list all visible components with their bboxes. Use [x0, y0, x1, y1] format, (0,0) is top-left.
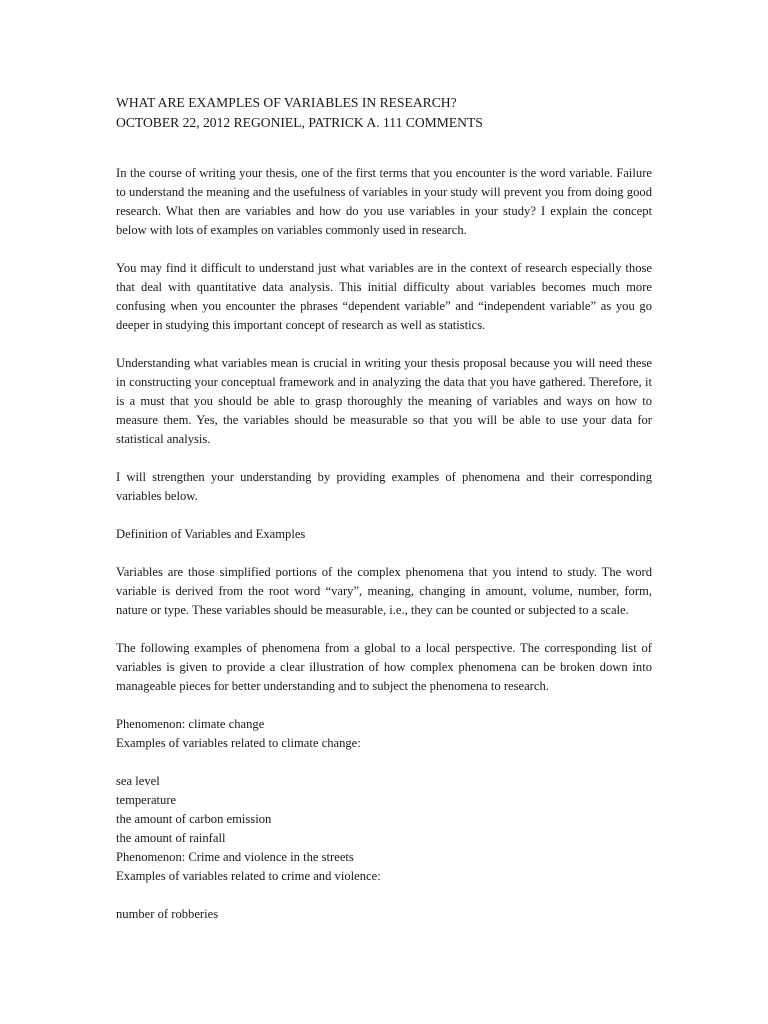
paragraph-difficulty: You may find it difficult to understand just what variables are in the context of research especially those that deal with quantitative data analysis. This initial difficulty about variables becomes much more confusing when you encounter the phrases “dependent variable” and “independent variable” as you go deeper in studying this important concept of research as well as statistics. [116, 261, 652, 332]
list-item: the amount of rainfall [116, 831, 226, 845]
article-byline: OCTOBER 22, 2012 REGONIEL, PATRICK A. 111 COMMENTS [116, 115, 483, 130]
list-item: the amount of carbon emission [116, 812, 272, 826]
examples-crime-label: Examples of variables related to crime and violence: [116, 869, 381, 883]
paragraph-importance: Understanding what variables mean is crucial in writing your thesis proposal because you will need these in constructing your conceptual framework and in analyzing the data that you have gathered. Therefore, it is a must that you should be able to grasp thoroughly the meaning of variables and ways on how to measure them. Yes, the variables should be measurable so that you will be able to use your data for statistical analysis. [116, 356, 652, 446]
document-page [116, 93, 652, 924]
paragraph-strengthen: I will strengthen your understanding by providing examples of phenomena and their corresponding variables below. [116, 470, 652, 503]
list-item: temperature [116, 793, 177, 807]
paragraph-examples-intro: The following examples of phenomena from a global to a local perspective. The corresponding list of variables is given to provide a clear illustration of how complex phenomena can be broken down into manageable pieces for better understanding and to subject the phenomena to research. [116, 641, 652, 693]
paragraph-intro: In the course of writing your thesis, one of the first terms that you encounter is the word variable. Failure to understand the meaning and the usefulness of variables in your study will prevent you from doing good research. What then are variables and how do you use variables in your study? I explain the concept below with lots of examples on variables commonly used in research. [116, 166, 652, 237]
article-title: WHAT ARE EXAMPLES OF VARIABLES IN RESEARCH? [116, 95, 457, 110]
phenomenon-climate: Phenomenon: climate change [116, 717, 265, 731]
list-item: sea level [116, 774, 160, 788]
phenomenon-crime: Phenomenon: Crime and violence in the streets [116, 850, 354, 864]
section-heading: Definition of Variables and Examples [116, 527, 306, 541]
examples-climate-label: Examples of variables related to climate change: [116, 736, 361, 750]
paragraph-definition: Variables are those simplified portions of the complex phenomena that you intend to study. The word variable is derived from the root word “vary”, meaning, changing in amount, volume, number, form, nature or type. These variables should be measurable, i.e., they can be counted or subjected to a scale. [116, 565, 652, 617]
list-item: number of robberies [116, 907, 219, 921]
